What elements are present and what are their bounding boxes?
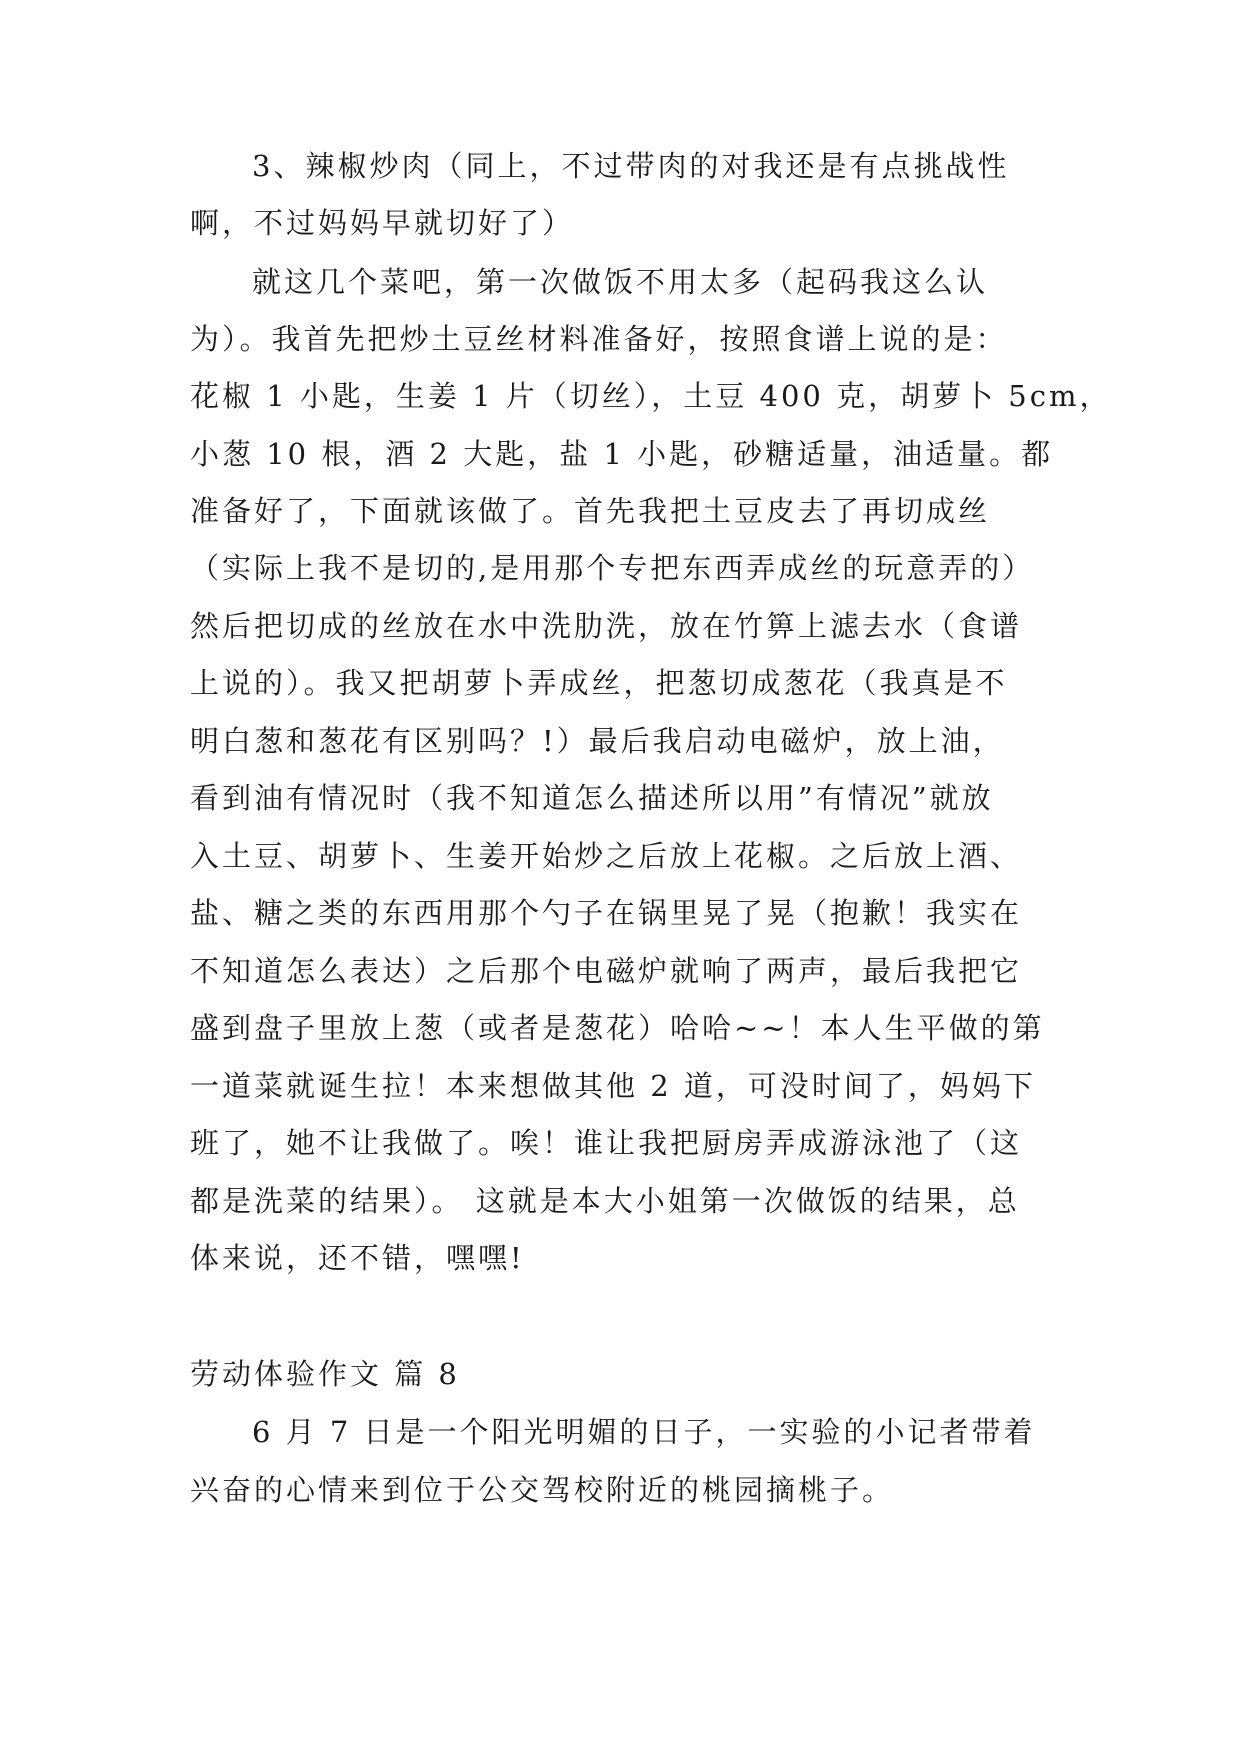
paragraph-2-line-1: 就这几个菜吧，第一次做饭不用太多（起码我这么认 [252, 265, 989, 299]
paragraph-3-line-2: 兴奋的心情来到位于公交驾校附近的桃园摘桃子。 [190, 1473, 895, 1507]
paragraph-2-line-15: 一道菜就诞生拉！本来想做其他 2 道，可没时间了，妈妈下 [190, 1069, 1036, 1103]
paragraph-2-line-17: 都是洗菜的结果）。 这就是本大小姐第一次做饭的结果，总 [190, 1184, 1020, 1218]
paragraph-2-line-3: 花椒 1 小匙，生姜 1 片（切丝），土豆 400 克，胡萝卜 5cm， [190, 379, 1112, 413]
paragraph-2-line-8: 上说的）。我又把胡萝卜弄成丝，把葱切成葱花（我真是不 [190, 666, 1008, 700]
paragraph-1-line-2: 啊，不过妈妈早就切好了） [190, 206, 575, 240]
paragraph-2-line-16: 班了，她不让我做了。唉！谁让我把厨房弄成游泳池了（这 [190, 1126, 1023, 1160]
paragraph-2-line-4: 小葱 10 根，酒 2 大匙，盐 1 小匙，砂糖适量，油适量。都 [190, 437, 1054, 471]
paragraph-2-line-18: 体来说，还不错，嘿嘿! [190, 1241, 525, 1275]
paragraph-2-line-6: （实际上我不是切的,是用那个专把东西弄成丝的玩意弄的） [190, 551, 1035, 585]
section-heading: 劳动体验作文 篇 8 [190, 1357, 460, 1391]
paragraph-2-line-12: 盐、糖之类的东西用那个勺子在锅里晃了晃（抱歉！我实在 [190, 896, 1023, 930]
paragraph-2-line-2: 为）。我首先把炒土豆丝材料准备好，按照食谱上说的是： [190, 322, 1008, 356]
paragraph-2-line-13: 不知道怎么表达）之后那个电磁炉就响了两声，最后我把它 [190, 954, 1023, 988]
paragraph-2-line-5: 准备好了，下面就该做了。首先我把土豆皮去了再切成丝 [190, 494, 991, 528]
paragraph-2-line-10: 看到油有情况时（我不知道怎么描述所以用”有情况”就放 [190, 781, 994, 815]
paragraph-3-line-1: 6 月 7 日是一个阳光明媚的日子，一实验的小记者带着 [252, 1415, 1036, 1449]
paragraph-2-line-14: 盛到盘子里放上葱（或者是葱花）哈哈~~！本人生平做的第 [190, 1011, 1045, 1045]
paragraph-2-line-9: 明白葱和葱花有区别吗？!）最后我启动电磁炉，放上油， [190, 724, 1005, 758]
paragraph-1-line-1: 3、辣椒炒肉（同上，不过带肉的对我还是有点挑战性 [252, 149, 1010, 183]
paragraph-2-line-7: 然后把切成的丝放在水中洗肋洗，放在竹箅上滤去水（食谱 [190, 609, 1023, 643]
paragraph-2-line-11: 入土豆、胡萝卜、生姜开始炒之后放上花椒。之后放上酒、 [190, 839, 1023, 873]
